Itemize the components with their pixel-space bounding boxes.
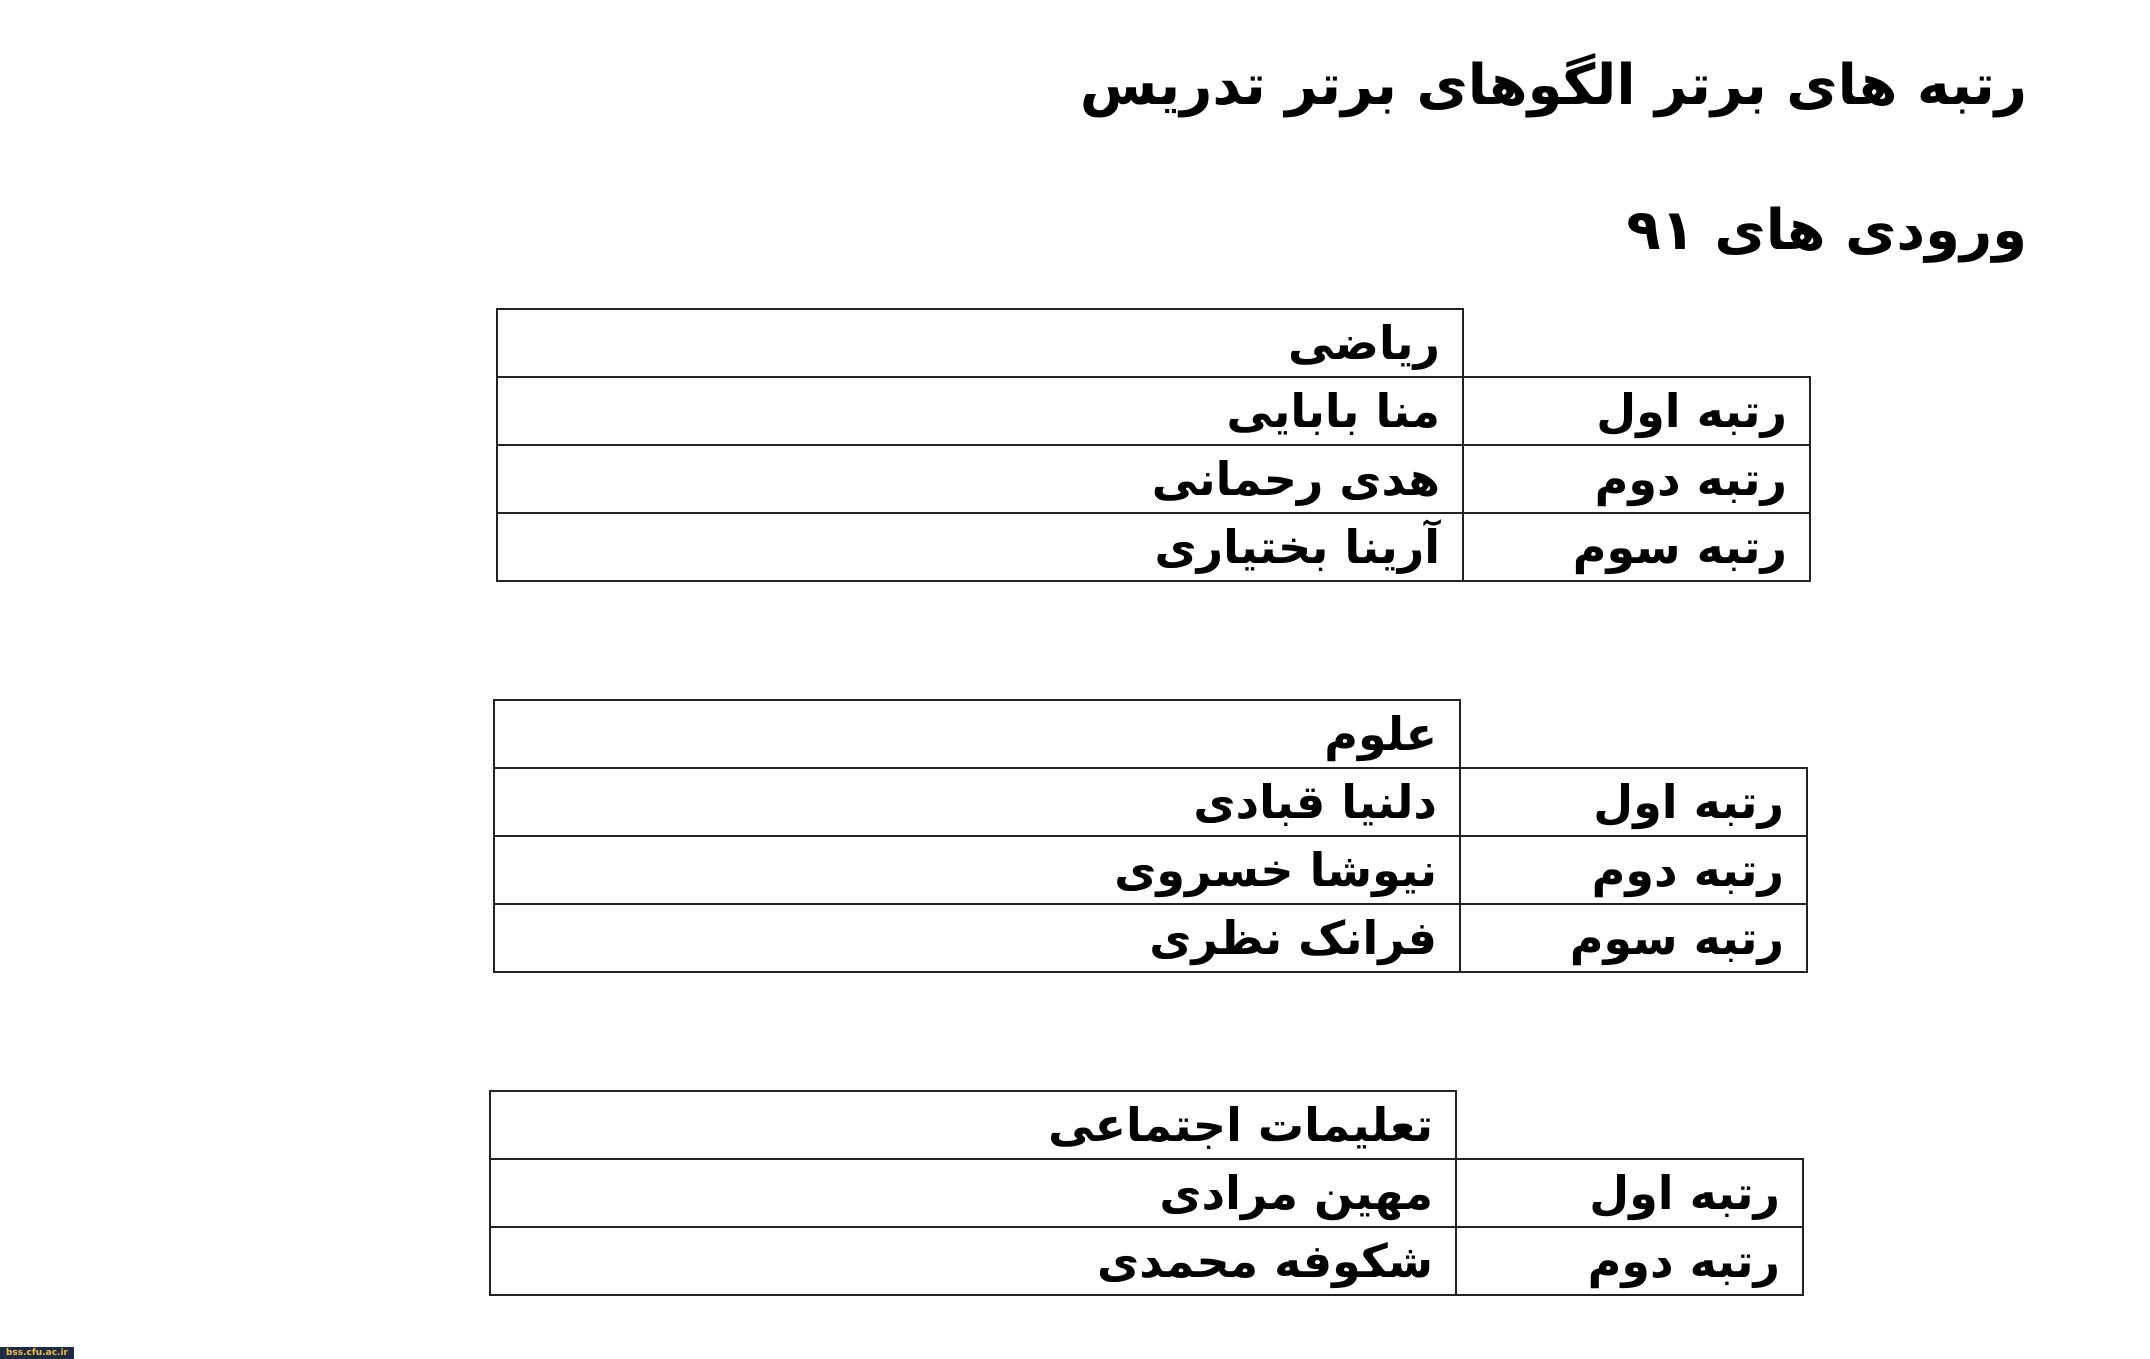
site-logo[interactable]: bss.cfu.ac.ir	[0, 1347, 74, 1359]
empty-corner-cell	[1460, 700, 1807, 768]
table-row	[490, 1159, 1803, 1227]
table-row	[494, 768, 1807, 836]
table-header-row	[490, 1091, 1803, 1159]
table-row	[494, 904, 1807, 972]
rank-label: رتبه اول	[1460, 768, 1807, 836]
page-subtitle: ورودی های ۹۱	[1626, 198, 2027, 263]
empty-corner-cell	[1463, 309, 1810, 377]
student-name: هدی رحمانی	[497, 445, 1463, 513]
table-row	[497, 377, 1810, 445]
student-name: دلنیا قبادی	[494, 768, 1460, 836]
rank-label: رتبه اول	[1456, 1159, 1803, 1227]
table-row	[494, 836, 1807, 904]
table-header-row	[497, 309, 1810, 377]
student-name: مهین مرادی	[490, 1159, 1456, 1227]
table-row	[497, 445, 1810, 513]
math-rank-table	[496, 308, 1811, 582]
rank-label: رتبه دوم	[1460, 836, 1807, 904]
student-name: منا بابایی	[497, 377, 1463, 445]
subject-heading: تعلیمات اجتماعی	[490, 1091, 1456, 1159]
rank-label: رتبه اول	[1463, 377, 1810, 445]
table-row	[497, 513, 1810, 581]
rank-label: رتبه دوم	[1456, 1227, 1803, 1295]
subject-heading: ریاضی	[497, 309, 1463, 377]
empty-corner-cell	[1456, 1091, 1803, 1159]
student-name: شکوفه محمدی	[490, 1227, 1456, 1295]
rank-label: رتبه سوم	[1463, 513, 1810, 581]
student-name: نیوشا خسروی	[494, 836, 1460, 904]
student-name: آرینا بختیاری	[497, 513, 1463, 581]
subject-heading: علوم	[494, 700, 1460, 768]
rank-label: رتبه دوم	[1463, 445, 1810, 513]
social-studies-rank-table	[489, 1090, 1804, 1296]
table-header-row	[494, 700, 1807, 768]
rank-label: رتبه سوم	[1460, 904, 1807, 972]
table-row	[490, 1227, 1803, 1295]
student-name: فرانک نظری	[494, 904, 1460, 972]
science-rank-table	[493, 699, 1808, 973]
page-title: رتبه های برتر الگوهای برتر تدریس	[1079, 53, 2027, 118]
